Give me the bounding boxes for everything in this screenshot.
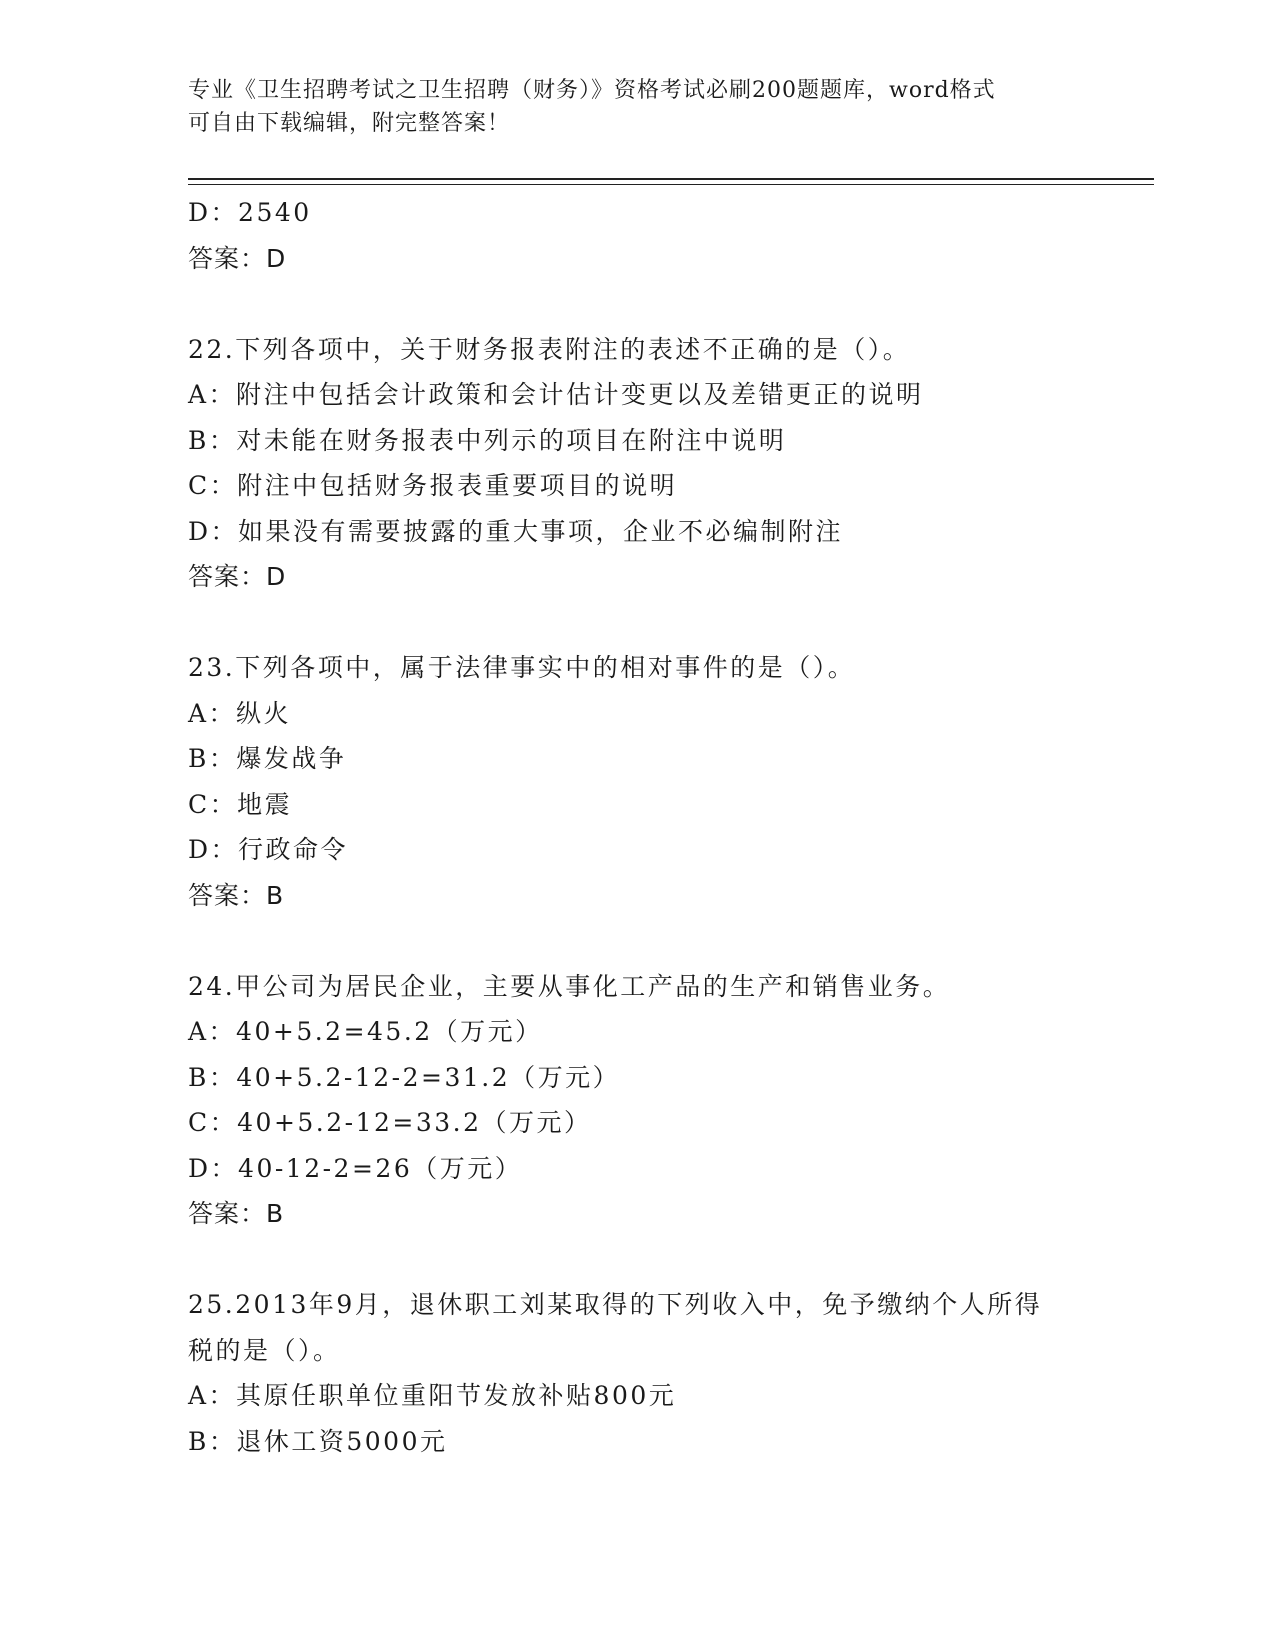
answer: 答案：B <box>188 880 285 910</box>
option-b: B：对未能在财务报表中列示的项目在附注中说明 <box>188 425 787 455</box>
question-25 <box>188 1282 1154 1464</box>
page-header <box>188 74 1088 140</box>
option-a: A：纵火 <box>188 698 292 728</box>
header-line-2: 可自由下载编辑，附完整答案！ <box>188 111 511 136</box>
answer: 答案：D <box>188 243 287 273</box>
header-divider <box>188 178 1154 185</box>
question-stem-line-2: 税的是（）。 <box>188 1335 341 1365</box>
option-d: D：2540 <box>188 198 312 227</box>
document-body <box>188 190 1154 1464</box>
option-b: B：40+5.2-12-2=31.2（万元） <box>188 1062 621 1092</box>
option-d: D：行政命令 <box>188 835 349 864</box>
question-22 <box>188 327 1154 600</box>
question-stem: 24.甲公司为居民企业，主要从事化工产品的生产和销售业务。 <box>188 971 951 1001</box>
question-stem-line-1: 25.2013年9月，退休职工刘某取得的下列收入中，免予缴纳个人所得 <box>188 1290 1043 1319</box>
option-a: A：其原任职单位重阳节发放补贴800元 <box>188 1381 677 1410</box>
answer: 答案：B <box>188 1199 285 1228</box>
option-c: C：地震 <box>188 789 293 819</box>
header-line-1: 专业《卫生招聘考试之卫生招聘（财务）》资格考试必刷200题题库，word格式 <box>188 78 996 103</box>
spacer <box>188 281 1154 327</box>
spacer <box>188 1237 1154 1283</box>
question-stem: 22.下列各项中，关于财务报表附注的表述不正确的是（）。 <box>188 334 911 364</box>
option-a: A：附注中包括会计政策和会计估计变更以及差错更正的说明 <box>188 380 924 409</box>
option-c: C：附注中包括财务报表重要项目的说明 <box>188 471 678 500</box>
question-stem: 23.下列各项中，属于法律事实中的相对事件的是（）。 <box>188 653 856 682</box>
question-24 <box>188 964 1154 1237</box>
option-b: B：退休工资5000元 <box>188 1426 448 1456</box>
question-23 <box>188 645 1154 918</box>
option-d: D：如果没有需要披露的重大事项，企业不必编制附注 <box>188 516 844 546</box>
option-a: A：40+5.2=45.2（万元） <box>188 1017 543 1046</box>
spacer <box>188 918 1154 964</box>
option-c: C：40+5.2-12=33.2（万元） <box>188 1108 592 1137</box>
option-b: B：爆发战争 <box>188 744 347 773</box>
option-d: D：40-12-2=26（万元） <box>188 1153 523 1183</box>
spacer <box>188 600 1154 646</box>
answer: 答案：D <box>188 562 287 591</box>
